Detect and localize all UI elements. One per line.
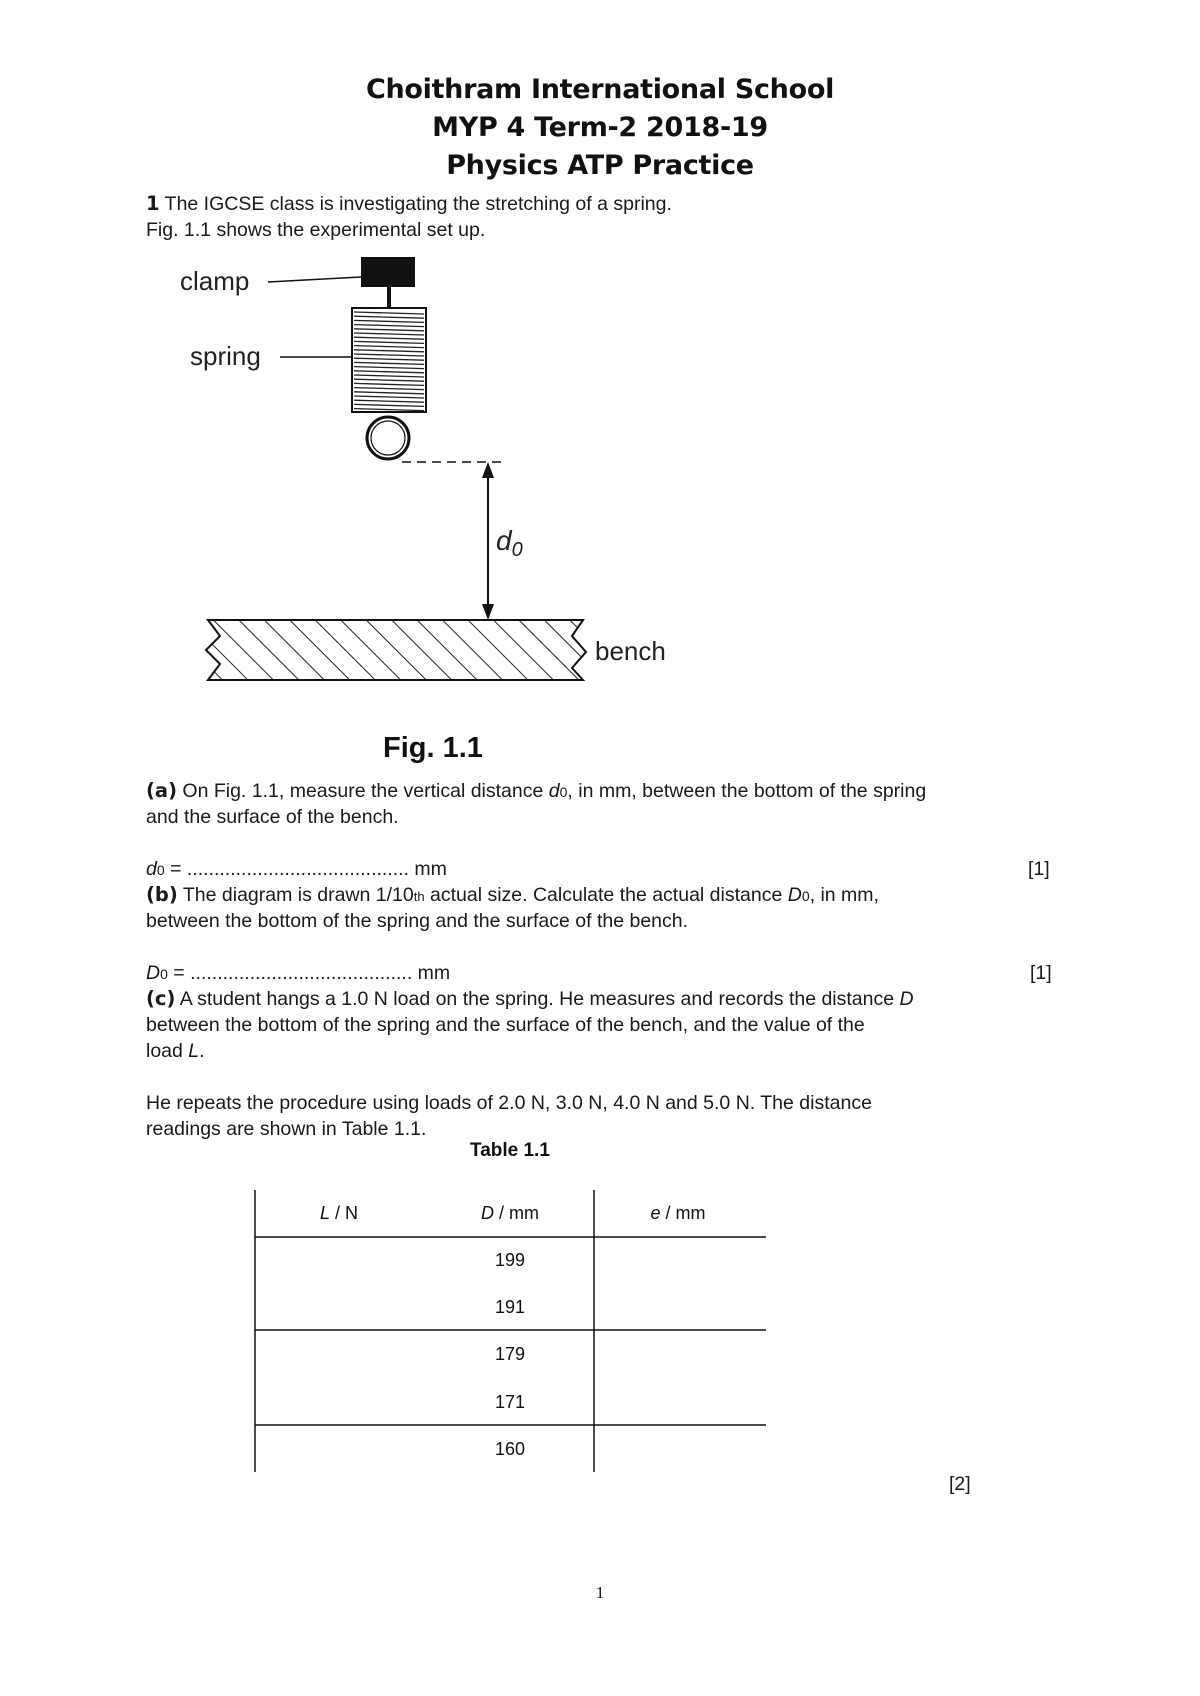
part-a-symbol: d	[548, 780, 560, 802]
part-c-line-5: readings are shown in Table 1.1.	[146, 1118, 427, 1140]
bench-label: bench	[595, 636, 666, 666]
part-a-text: On Fig. 1.1, measure the vertical distance	[182, 780, 544, 802]
part-a-label: (a)	[146, 779, 177, 802]
part-b-answer-line: = ......................................... mm	[167, 962, 451, 984]
part-a-answer-sub: 0	[156, 862, 165, 878]
table-title: Table 1.1	[470, 1140, 550, 1161]
table-header-d	[450, 1203, 570, 1224]
part-b-line-2: between the bottom of the spring and the surface of the bench.	[146, 910, 689, 932]
part-a-marks: [1]	[1028, 858, 1050, 880]
part-b-symbol-sub: 0	[801, 888, 810, 904]
table-d-value: 191	[494, 1297, 526, 1317]
part-c-text: A student hangs a 1.0 N load on the spring. He measures and records the distance	[179, 988, 895, 1010]
figure-caption: Fig. 1.1	[383, 732, 483, 764]
part-c-symbol-d: D	[899, 988, 914, 1010]
clamp-label: clamp	[180, 266, 250, 296]
part-a-text-post: , in mm, between the bottom of the spring	[567, 780, 927, 802]
part-b-text: The diagram is drawn 1/10	[182, 884, 414, 906]
table-d-value: 179	[494, 1344, 526, 1364]
school-title: Choithram International School	[365, 74, 835, 105]
part-b-text-post: , in mm,	[809, 884, 879, 906]
part-a-answer-line: = ......................................... mm	[164, 858, 447, 880]
part-a-symbol-sub: 0	[559, 784, 568, 800]
part-c-symbol-l: L	[188, 1040, 200, 1062]
question-number: 1	[146, 192, 160, 215]
header-e-symbol: e	[650, 1203, 661, 1223]
table-d-value: 160	[494, 1439, 526, 1459]
part-b-answer-sub: 0	[160, 966, 168, 982]
header-e-unit: / mm	[660, 1203, 706, 1223]
term-title: MYP 4 Term-2 2018-19	[432, 112, 768, 143]
header-d-unit: / mm	[494, 1203, 539, 1223]
table-d-value: 199	[494, 1250, 526, 1270]
table-header-e	[618, 1203, 738, 1224]
table-marks: [2]	[949, 1473, 971, 1495]
header-l-unit: / N	[330, 1203, 359, 1223]
intro-line-1: The IGCSE class is investigating the stretching of a spring.	[164, 193, 672, 215]
part-b-symbol: D	[787, 884, 802, 906]
part-c-line-3-post: .	[199, 1040, 205, 1062]
page-number: 1	[595, 1583, 605, 1602]
table-d-value: 171	[494, 1392, 526, 1412]
part-a-answer-symbol: d	[146, 858, 157, 880]
table-header-l	[279, 1203, 399, 1224]
d0-label: $d_0$	[496, 525, 523, 561]
part-c-line-2: between the bottom of the spring and the surface of the bench, and the value of the	[146, 1014, 865, 1036]
part-b-marks: [1]	[1030, 962, 1052, 984]
spring-label: spring	[190, 341, 261, 371]
part-b-label: (b)	[146, 883, 178, 906]
header-d-symbol: D	[481, 1203, 494, 1223]
header-l-symbol: L	[319, 1203, 330, 1223]
part-b-sup: th	[413, 889, 425, 904]
part-a-line-2: and the surface of the bench.	[146, 806, 399, 828]
part-c-line-4: He repeats the procedure using loads of 2.0 N, 3.0 N, 4.0 N and 5.0 N. The distance	[146, 1092, 872, 1114]
part-b-answer-symbol: D	[146, 962, 161, 984]
subject-title: Physics ATP Practice	[446, 150, 754, 181]
part-c-line-3-pre: load	[146, 1040, 183, 1062]
intro-line-2: Fig. 1.1 shows the experimental set up.	[146, 219, 486, 241]
part-c-label: (c)	[146, 987, 176, 1010]
part-b-text-mid: actual size. Calculate the actual distance	[424, 884, 783, 906]
